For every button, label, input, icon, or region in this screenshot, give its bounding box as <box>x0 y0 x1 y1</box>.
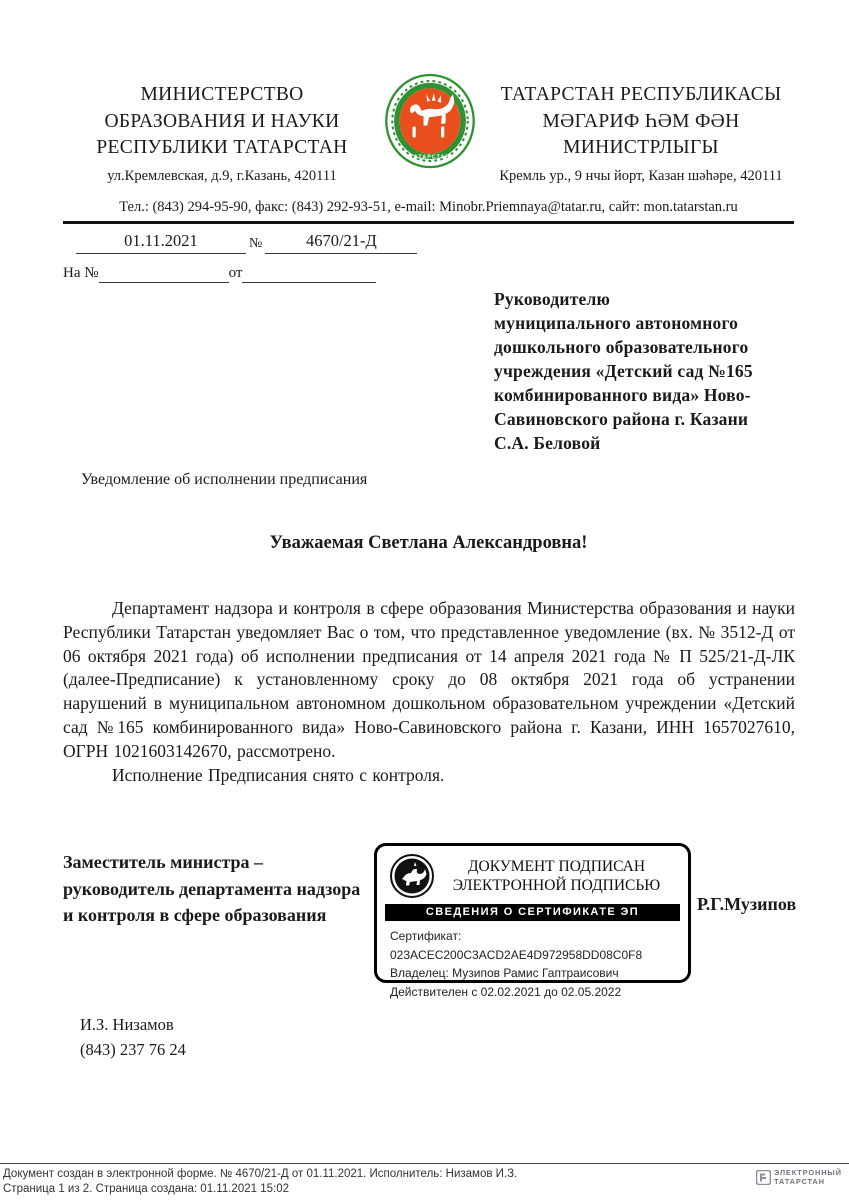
electronic-tatarstan-logo-icon <box>756 1170 771 1185</box>
header-divider <box>63 221 794 224</box>
footer-divider <box>0 1163 849 1164</box>
reply-number-blank <box>99 263 229 283</box>
electronic-tatarstan-logo-text <box>774 1169 842 1186</box>
addressee-block <box>494 287 799 455</box>
ministry-name-ru-line: РЕСПУБЛИКИ ТАТАРСТАН <box>96 137 348 158</box>
stamp-validity: Действителен с 02.02.2021 до 02.05.2022 <box>390 984 622 999</box>
executor-phone: (843) 237 76 24 <box>80 1039 186 1059</box>
signer-position-line: руководитель департамента надзора <box>63 878 361 899</box>
stamp-details <box>377 921 688 1001</box>
addressee-line: Руководителю <box>494 289 611 309</box>
number-sign-label: № <box>249 236 263 251</box>
stamp-title-line: ДОКУМЕНТ ПОДПИСАН <box>467 858 646 875</box>
addressee-line: учреждения «Детский сад №165 <box>494 361 753 381</box>
stamp-title-line: ЭЛЕКТРОННОЙ ПОДПИСЬЮ <box>452 877 661 894</box>
contacts-line: Тел.: (843) 294-95-90, факс: (843) 292-93-51, e-mail: Minobr.Priemnaya@tatar.ru, сайт: mon.tatarstan.ru <box>119 199 738 215</box>
reply-number-label: На № <box>63 265 99 281</box>
body-paragraph: Департамент надзора и контроля в сфере образования Министерства образования и науки Республики Татарстан уведомляет Вас о том, что представленное уведомление (вх. № 3512-Д от 06 октября 2021 года) об исполнении предписания от 14 апреля 2021 года № П 525/21-Д-ЛК (далее-Предписание) к установленному сроку до 08 октября 2021 года об устранении нарушений в муниципальном автономном дошкольном образовательном учреждении «Детский сад №165 комбинированного вида» Ново-Савиновского района г. Казани, ИНН 1657027610, ОГРН 1021603142670, рассмотрено. <box>63 598 795 761</box>
ministry-name-russian <box>72 82 372 162</box>
letter-body <box>63 597 795 787</box>
reply-date-blank <box>242 263 376 283</box>
ministry-name-tatar <box>487 82 795 162</box>
electronic-tatarstan-logo <box>756 1169 842 1186</box>
signer-name: Р.Г.Музипов <box>697 894 797 914</box>
addressee-line: комбинированного вида» Ново- <box>494 385 751 405</box>
executor-name: И.З. Низамов <box>80 1015 174 1034</box>
addressee-line: дошкольного образовательного <box>494 337 749 357</box>
ministry-address-ru: ул.Кремлевская, д.9, г.Казань, 420111 <box>107 168 337 184</box>
stamp-title <box>435 857 678 895</box>
salutation: Уважаемая Светлана Александровна! <box>269 533 588 553</box>
ministry-name-ru-line: МИНИСТЕРСТВО <box>140 84 304 105</box>
addressee-line: Савиновского района г. Казани <box>494 409 749 429</box>
signer-position-line: Заместитель министра – <box>63 852 264 872</box>
footer-meta-line: Страница 1 из 2. Страница создана: 01.11.2021 15:02 <box>3 1182 289 1195</box>
reply-reference-row <box>63 263 376 283</box>
footer-meta <box>3 1167 517 1196</box>
reference-row <box>76 231 417 254</box>
addressee-line: С.А. Беловой <box>494 433 601 453</box>
executor-block <box>80 1013 186 1062</box>
body-paragraph: Исполнение Предписания снято с контроля. <box>112 764 445 785</box>
stamp-certificate-number: Сертификат: 023ACEC200C3ACD2AE4D972958DD08C0F8 <box>390 929 643 962</box>
document-date: 01.11.2021 <box>76 231 246 254</box>
svg-text:ТАТАРСТАН: ТАТАРСТАН <box>409 154 451 161</box>
signer-position-line: и контроля в сфере образования <box>63 905 327 925</box>
ministry-address-tt: Кремль ур., 9 нчы йорт, Казан шәһәре, 420111 <box>499 168 783 184</box>
stamp-header <box>377 846 688 901</box>
footer-meta-line: Документ создан в электронной форме. № 4670/21-Д от 01.11.2021. Исполнитель: Низамов И.З. <box>3 1168 518 1180</box>
ministry-name-tt-line: МӘГАРИФ ҺӘМ ФӘН <box>542 110 740 132</box>
ministry-name-tt-line: МИНИСТРЛЫГЫ <box>563 137 719 158</box>
logo-text-line: ЭЛЕКТРОННЫЙ <box>774 1168 842 1177</box>
logo-text-line: ТАТАРСТАН <box>774 1176 825 1186</box>
stamp-certificate-band: СВЕДЕНИЯ О СЕРТИФИКАТЕ ЭП <box>385 904 680 921</box>
signer-position <box>63 849 423 929</box>
ministry-name-ru-line: ОБРАЗОВАНИЯ И НАУКИ <box>104 110 340 132</box>
tatarstan-coat-of-arms-icon <box>384 72 476 170</box>
ministry-name-tt-line: ТАТАРСТАН РЕСПУБЛИКАСЫ <box>500 84 782 105</box>
document-number: 4670/21-Д <box>265 231 417 254</box>
subject-line: Уведомление об исполнении предписания <box>81 471 368 488</box>
reply-from-label: от <box>228 265 243 281</box>
addressee-line: муниципального автономного <box>494 313 739 333</box>
stamp-owner: Владелец: Музипов Рамис Гаптраисович <box>390 966 619 980</box>
